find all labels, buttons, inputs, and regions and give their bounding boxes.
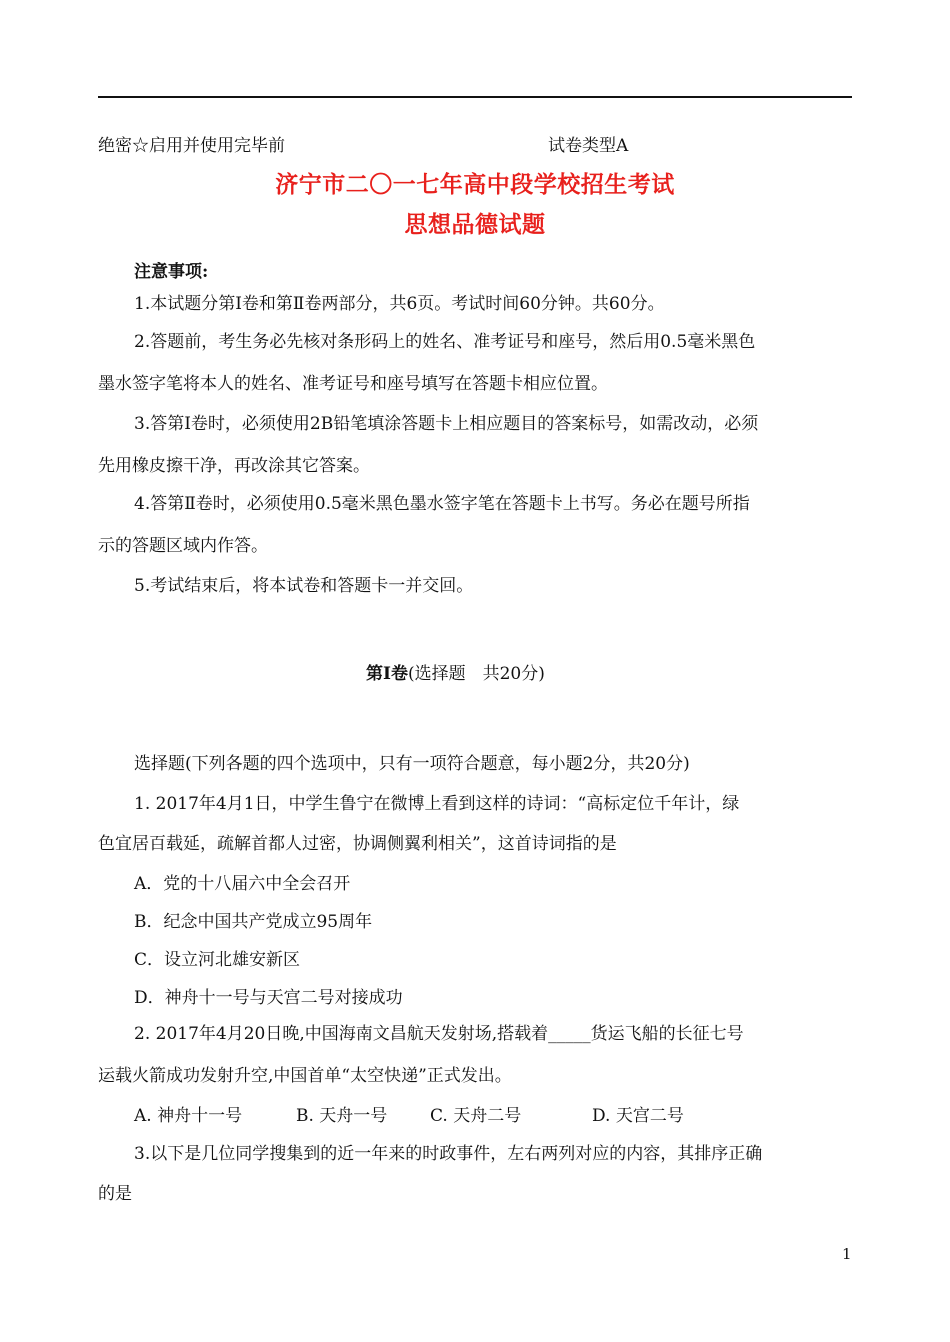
- question-1-continued: 色宜居百载延，疏解首都人过密，协调侧翼利相关”，这首诗词指的是: [98, 834, 617, 854]
- notice-item-3: 3.答第Ⅰ卷时，必须使用2B铅笔填涂答题卡上相应题目的答案标号，如需改动，必须: [134, 414, 759, 434]
- question-2-continued: 运载火箭成功发射升空,中国首单“太空快递”正式发出。: [98, 1066, 512, 1086]
- section-title-rest: (选择题 共20分): [407, 664, 545, 684]
- notice-item-4-continued: 示的答题区域内作答。: [98, 536, 268, 556]
- question-1-option-b: B．纪念中国共产党成立95周年: [134, 912, 373, 932]
- notice-item-1: 1.本试题分第Ⅰ卷和第Ⅱ卷两部分，共6页。考试时间60分钟。共60分。: [134, 294, 665, 314]
- confidential-label: 绝密☆启用并使用完毕前: [98, 136, 285, 156]
- exam-title: 济宁市二〇一七年高中段学校招生考试: [275, 171, 675, 198]
- choice-instructions: 选择题(下列各题的四个选项中，只有一项符合题意，每小题2分，共20分): [134, 754, 690, 774]
- notice-item-3-continued: 先用橡皮擦干净，再改涂其它答案。: [98, 456, 370, 476]
- question-2: 2. 2017年4月20日晚,中国海南文昌航天发射场,搭载着_____货运飞船的长征七号: [134, 1024, 744, 1044]
- question-1: 1. 2017年4月1日，中学生鲁宁在微博上看到这样的诗词：“高标定位千年计，绿: [134, 794, 740, 814]
- notice-item-2-continued: 墨水签字笔将本人的姓名、准考证号和座号填写在答题卡相应位置。: [98, 374, 608, 394]
- header-rule: [98, 96, 852, 98]
- question-3: 3.以下是几位同学搜集到的近一年来的时政事件，左右两列对应的内容，其排序正确: [134, 1144, 763, 1164]
- question-1-option-d: D．神舟十一号与天宫二号对接成功: [134, 988, 403, 1008]
- question-2-options: [134, 1104, 684, 1128]
- notice-item-5: 5.考试结束后，将本试卷和答题卡一并交回。: [134, 576, 474, 596]
- notice-heading: 注意事项:: [134, 262, 209, 282]
- section-title-bold: 第Ⅰ卷: [366, 664, 408, 684]
- section-title: [366, 662, 545, 686]
- question-2-option-a: A. 神舟十一号: [134, 1106, 243, 1126]
- notice-item-4: 4.答第Ⅱ卷时，必须使用0.5毫米黑色墨水签字笔在答题卡上书写。务必在题号所指: [134, 494, 750, 514]
- question-2-option-c: C. 天舟二号: [430, 1106, 522, 1126]
- question-2-option-d: D. 天宫二号: [592, 1106, 684, 1126]
- paper-type-label: 试卷类型A: [548, 136, 629, 156]
- subject-title: 思想品德试题: [404, 211, 546, 238]
- notice-item-2: 2.答题前，考生务必先核对条形码上的姓名、准考证号和座号，然后用0.5毫米黑色: [134, 332, 756, 352]
- question-2-option-b: B. 天舟一号: [296, 1106, 388, 1126]
- page-number: 1: [842, 1245, 852, 1263]
- question-1-option-c: C．设立河北雄安新区: [134, 950, 301, 970]
- question-3-continued: 的是: [98, 1184, 132, 1204]
- question-1-option-a: A．党的十八届六中全会召开: [134, 874, 351, 894]
